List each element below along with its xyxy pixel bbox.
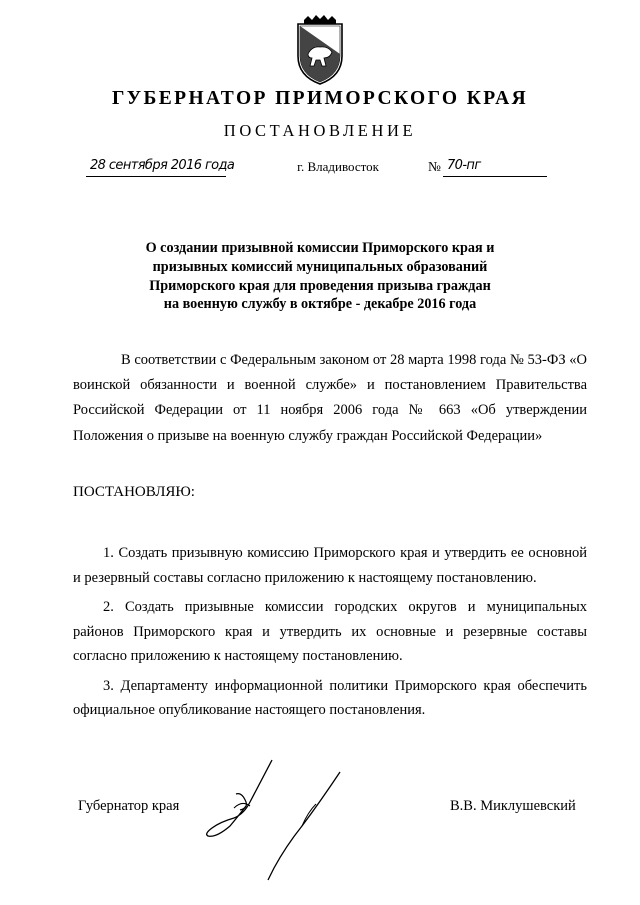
coat-of-arms-icon bbox=[290, 14, 350, 88]
signatory-position: Губернатор края bbox=[78, 798, 180, 814]
signatory-name: В.В. Миклушевский bbox=[450, 798, 576, 814]
document-city: г. Владивосток bbox=[297, 159, 379, 174]
document-type: ПОСТАНОВЛЕНИЕ bbox=[223, 121, 417, 140]
preamble-paragraph: В соответствии с Федеральным законом от 28 марта 1998 года № 53-ФЗ «О воинской обязанности и военной службе» и постановлением Правительства Российской Федерации от 11 ноября 2006 года № 663 «Об утверждении Положения о призыве на военную службу граждан Российской Федерации» bbox=[73, 352, 587, 444]
decree-word: ПОСТАНОВЛЯЮ: bbox=[73, 484, 195, 500]
document-number: 70-пг bbox=[447, 158, 481, 173]
number-underline bbox=[443, 176, 547, 177]
title-line: на военную службу в октябре - декабре 2016 года bbox=[163, 296, 477, 313]
decree-item: 1. Создать призывную комиссию Приморского края и утвердить ее основной и резервный составы согласно приложению к настоящему постановлению. bbox=[73, 545, 587, 586]
decree-item: 3. Департаменту информационной политики Приморского края обеспечить официальное опубликование настоящего постановления. bbox=[73, 677, 587, 718]
decree-items bbox=[73, 541, 587, 728]
handwritten-signature-icon bbox=[190, 742, 370, 882]
title-line: Приморского края для проведения призыва граждан bbox=[149, 277, 491, 294]
document-date: 28 сентября 2016 года bbox=[90, 158, 235, 173]
date-underline bbox=[86, 176, 226, 177]
number-label: № bbox=[428, 159, 441, 174]
decree-item: 2. Создать призывные комиссии городских округов и муниципальных районов Приморского края и утвердить их основные и резервные составы согласно приложению к настоящему постановлению. bbox=[73, 599, 587, 664]
title-line: призывных комиссий муниципальных образований bbox=[152, 258, 488, 275]
document-title bbox=[100, 239, 540, 314]
issuing-authority: ГУБЕРНАТОР ПРИМОРСКОГО КРАЯ bbox=[111, 88, 529, 109]
title-line: О создании призывной комиссии Приморского края и bbox=[145, 240, 495, 256]
